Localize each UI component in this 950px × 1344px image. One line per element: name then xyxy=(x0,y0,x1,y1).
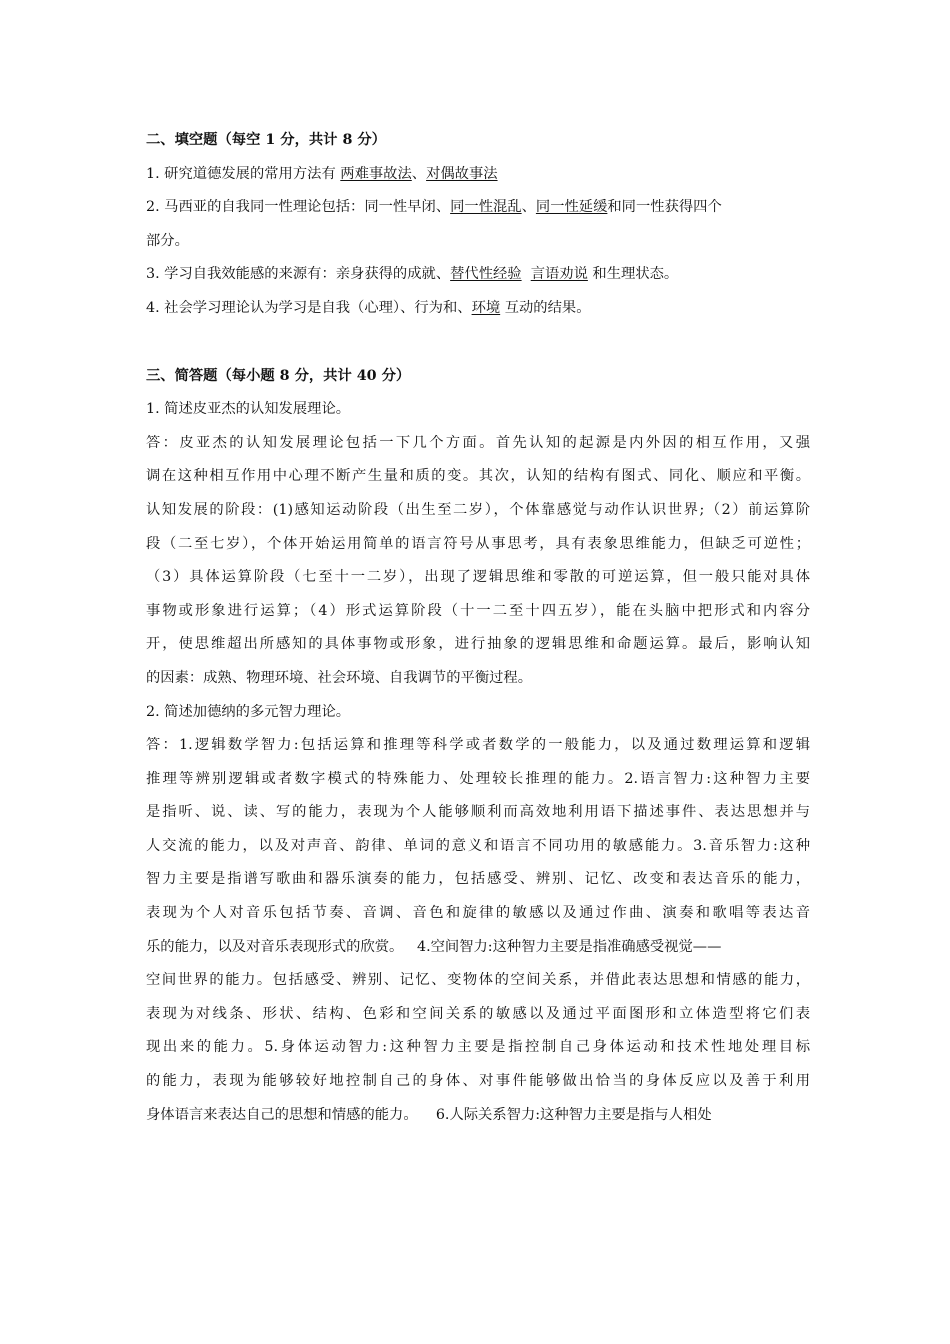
answer-1-line: 段（二至七岁），个体开始运用简单的语言符号从事思考，具有表象思维能力，但缺乏可逆性； xyxy=(146,535,810,552)
answer-2-line: 现出来的能力。5.身体运动智力:这种智力主要是指控制自己身体运动和技术性地处理目标 xyxy=(146,1039,810,1056)
q2-prefix: 2. 马西亚的自我同一性理论包括：同一性早闭、 xyxy=(146,199,451,216)
q2-answer-1: 同一性混乱 xyxy=(450,199,522,216)
section-3-title: 三、简答题（每小题 8 分，共计 40 分） xyxy=(146,367,411,384)
section-2-title: 二、填空题（每空 1 分，共计 8 分） xyxy=(146,132,386,148)
answer-2-line: 人交流的能力，以及对声音、韵律、单词的意义和语言不同功用的敏感能力。3.音乐智力:这种 xyxy=(146,837,810,854)
answer-2-line: 智力主要是指谱写歌曲和器乐演奏的能力，包括感受、辨别、记忆、改变和表达音乐的能力， xyxy=(146,871,810,888)
q1-answer-2: 对偶故事法 xyxy=(426,165,498,182)
q3-prefix: 3. 学习自我效能感的来源有：亲身获得的成就、 xyxy=(146,266,451,283)
answer-2-line: 表现为个人对音乐包括节奏、音调、音色和旋律的敏感以及通过作曲、演奏和歌唱等表达音 xyxy=(146,905,810,922)
answer-2-line: 身体语言来表达自己的思想和情感的能力。 6.人际关系智力:这种智力主要是指与人相处 xyxy=(146,1106,712,1123)
fill-question-1 xyxy=(146,158,810,192)
q3-suffix: 和生理状态。 xyxy=(587,266,679,283)
answer-2-line: 表现为对线条、形状、结构、色彩和空间关系的敏感以及通过平面图形和立体造型将它们表 xyxy=(146,1005,810,1022)
q4-prefix: 4. 社会学习理论认为学习是自我（心理）、行为和、 xyxy=(146,299,472,316)
short-question-2-title: 2. 简述加德纳的多元智力理论。 xyxy=(146,703,351,720)
answer-2-line: 的能力，表现为能够较好地控制自己的身体、对事件能够做出恰当的身体反应以及善于利用 xyxy=(146,1073,810,1090)
answer-1-line: 开，使思维超出所感知的具体事物或形象，进行抽象的逻辑思维和命题运算。最后，影响认知 xyxy=(146,636,810,653)
answer-1-line: 的因素：成熟、物理环境、社会环境、自我调节的平衡过程。 xyxy=(146,669,533,686)
q4-suffix: 互动的结果。 xyxy=(500,299,591,316)
answer-1-line: （3）具体运算阶段（七至十一二岁），出现了逻辑思维和零散的可逆运算，但一般只能对具体 xyxy=(146,569,810,586)
q3-sep xyxy=(522,266,531,282)
answer-1-line: 答：皮亚杰的认知发展理论包括一下几个方面。首先认知的起源是内外因的相互作用，又强 xyxy=(146,434,810,451)
q2-suffix: 和同一性获得四个 xyxy=(607,199,722,216)
section-gap xyxy=(146,326,810,360)
q4-answer-1: 环境 xyxy=(471,299,501,316)
q2-sep: 、 xyxy=(521,199,536,216)
answer-2-line: 空间世界的能力。包括感受、辨别、记忆、变物体的空间关系，并借此表达思想和情感的能力， xyxy=(146,972,810,989)
document-page xyxy=(146,124,810,1132)
q2-answer-2: 同一性延缓 xyxy=(535,199,608,216)
fill-question-2-cont: 部分。 xyxy=(146,232,189,249)
answer-1-line: 事物或形象进行运算；（4）形式运算阶段（十一二至十四五岁），能在头脑中把形式和内容分 xyxy=(146,602,810,619)
short-question-1-title: 1. 简述皮亚杰的认知发展理论。 xyxy=(146,401,351,418)
answer-1-line: 调在这种相互作用中心理不断产生量和质的变。其次，认知的结构有图式、同化、顺应和平衡。 xyxy=(146,468,810,485)
fill-question-3 xyxy=(146,258,810,292)
q3-answer-2: 言语劝说 xyxy=(530,266,588,283)
answer-2-line: 推理等辨别逻辑或者数字模式的特殊能力、处理较长推理的能力。2.语言智力:这种智力主要 xyxy=(146,770,810,787)
q3-answer-1: 替代性经验 xyxy=(450,266,522,283)
answer-1-line: 认知发展的阶段：(1)感知运动阶段（出生至二岁），个体靠感觉与动作认识世界;（2）前运算阶 xyxy=(146,501,810,518)
q1-answer-1: 两难事故法 xyxy=(340,165,412,182)
answer-2-line: 乐的能力，以及对音乐表现形式的欣赏。 4.空间智力:这种智力主要是指准确感受视觉—— xyxy=(146,938,722,955)
short-answer-2 xyxy=(146,729,810,1132)
short-answer-1 xyxy=(146,427,810,696)
q1-prefix: 1. 研究道德发展的常用方法有 xyxy=(146,165,341,182)
fill-question-2 xyxy=(146,191,810,225)
answer-2-line: 是指听、说、读、写的能力，表现为个人能够顺利而高效地利用语下描述事件、表达思想并与 xyxy=(146,804,810,821)
q1-sep: 、 xyxy=(411,165,427,182)
fill-question-4 xyxy=(146,292,810,326)
answer-2-line: 答：1.逻辑数学智力:包括运算和推理等科学或者数学的一般能力，以及通过数理运算和逻辑 xyxy=(146,737,810,754)
